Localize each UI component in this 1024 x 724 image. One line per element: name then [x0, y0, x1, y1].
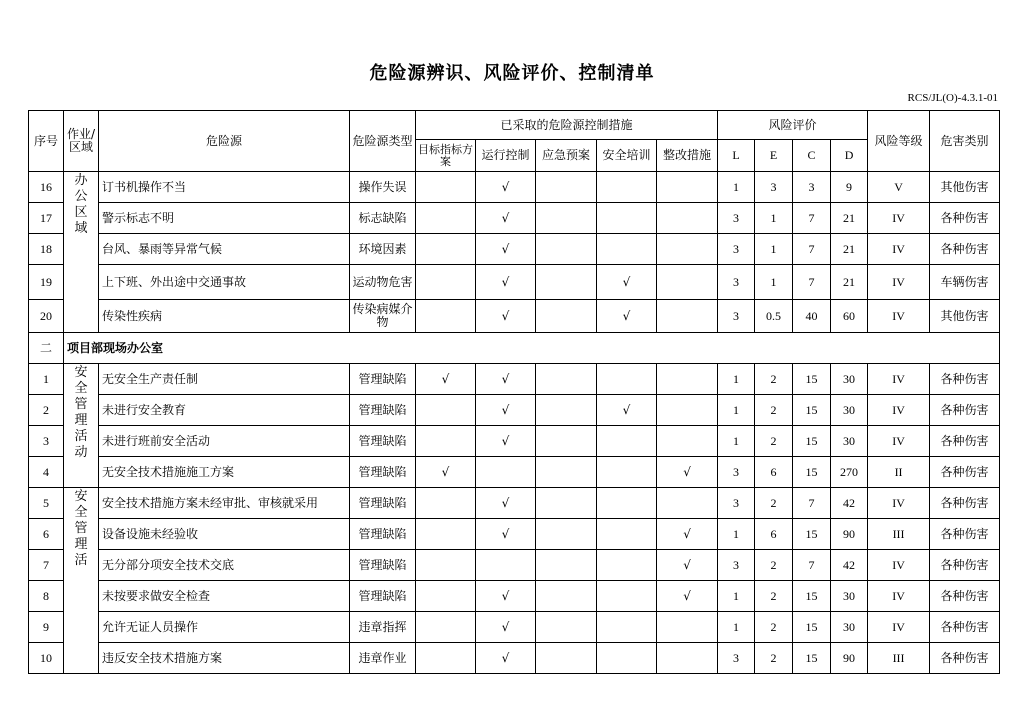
row-risk-level: IV — [868, 265, 930, 300]
row-l: 3 — [718, 234, 755, 265]
row-harm-category: 各种伤害 — [930, 550, 1000, 581]
row-seq: 20 — [29, 300, 64, 333]
row-l: 1 — [718, 426, 755, 457]
row-rectify: √ — [657, 457, 718, 488]
table-row — [29, 265, 1000, 300]
row-risk-level: IV — [868, 203, 930, 234]
table-row — [29, 643, 1000, 674]
row-rectify — [657, 488, 718, 519]
row-risk-level: IV — [868, 395, 930, 426]
area-label: 安全管理活 — [74, 489, 88, 568]
table-row — [29, 426, 1000, 457]
row-target-plan — [416, 612, 476, 643]
row-l: 3 — [718, 457, 755, 488]
row-emergency-plan — [536, 581, 597, 612]
row-hazard-type: 管理缺陷 — [350, 519, 416, 550]
row-rectify — [657, 234, 718, 265]
row-d: 30 — [831, 612, 868, 643]
row-e: 2 — [755, 550, 793, 581]
header-safety-training: 安全培训 — [597, 140, 657, 172]
header-hazard-type: 危险源类型 — [350, 111, 416, 172]
row-harm-category: 各种伤害 — [930, 519, 1000, 550]
row-target-plan — [416, 265, 476, 300]
row-l: 1 — [718, 581, 755, 612]
row-c: 15 — [793, 457, 831, 488]
row-hazard: 无安全技术措施施工方案 — [99, 457, 350, 488]
row-hazard: 安全技术措施方案未经审批、审核就采用 — [99, 488, 350, 519]
header-seq: 序号 — [29, 111, 64, 172]
row-l: 1 — [718, 612, 755, 643]
row-l: 1 — [718, 395, 755, 426]
row-seq: 9 — [29, 612, 64, 643]
row-harm-category: 各种伤害 — [930, 395, 1000, 426]
header-area: 作业/区域 — [64, 111, 99, 172]
row-e: 2 — [755, 488, 793, 519]
row-run-control — [476, 457, 536, 488]
row-safety-training — [597, 364, 657, 395]
row-risk-level: II — [868, 457, 930, 488]
row-safety-training — [597, 457, 657, 488]
row-emergency-plan — [536, 265, 597, 300]
row-c: 7 — [793, 203, 831, 234]
row-run-control: √ — [476, 364, 536, 395]
row-d: 9 — [831, 172, 868, 203]
row-emergency-plan — [536, 395, 597, 426]
row-safety-training — [597, 203, 657, 234]
row-seq: 10 — [29, 643, 64, 674]
row-e: 1 — [755, 203, 793, 234]
row-d: 90 — [831, 519, 868, 550]
row-risk-level: IV — [868, 488, 930, 519]
row-safety-training — [597, 581, 657, 612]
header-risk-eval: 风险评价 — [718, 111, 868, 140]
row-risk-level: IV — [868, 550, 930, 581]
row-hazard: 传染性疾病 — [99, 300, 350, 333]
row-risk-level: III — [868, 643, 930, 674]
row-run-control: √ — [476, 234, 536, 265]
row-seq: 7 — [29, 550, 64, 581]
header-harm-category: 危害类别 — [930, 111, 1000, 172]
row-safety-training — [597, 172, 657, 203]
row-hazard-type: 管理缺陷 — [350, 581, 416, 612]
row-harm-category: 各种伤害 — [930, 612, 1000, 643]
row-e: 2 — [755, 581, 793, 612]
row-hazard-type: 标志缺陷 — [350, 203, 416, 234]
row-hazard: 上下班、外出途中交通事故 — [99, 265, 350, 300]
row-target-plan — [416, 172, 476, 203]
row-run-control: √ — [476, 172, 536, 203]
row-risk-level: IV — [868, 426, 930, 457]
row-safety-training — [597, 519, 657, 550]
row-hazard-type: 管理缺陷 — [350, 426, 416, 457]
row-rectify — [657, 172, 718, 203]
row-hazard: 设备设施未经验收 — [99, 519, 350, 550]
row-safety-training: √ — [597, 300, 657, 333]
row-hazard-type: 管理缺陷 — [350, 457, 416, 488]
row-hazard-type: 违章指挥 — [350, 612, 416, 643]
header-d: D — [831, 140, 868, 172]
row-safety-training — [597, 612, 657, 643]
row-seq: 17 — [29, 203, 64, 234]
row-harm-category: 其他伤害 — [930, 172, 1000, 203]
row-d: 270 — [831, 457, 868, 488]
header-e: E — [755, 140, 793, 172]
row-rectify: √ — [657, 519, 718, 550]
row-emergency-plan — [536, 300, 597, 333]
row-target-plan — [416, 488, 476, 519]
row-l: 3 — [718, 203, 755, 234]
row-seq: 5 — [29, 488, 64, 519]
row-run-control: √ — [476, 300, 536, 333]
row-harm-category: 各种伤害 — [930, 581, 1000, 612]
row-emergency-plan — [536, 203, 597, 234]
row-hazard-type: 管理缺陷 — [350, 550, 416, 581]
row-emergency-plan — [536, 172, 597, 203]
row-hazard: 无安全生产责任制 — [99, 364, 350, 395]
section-row — [29, 333, 1000, 364]
header-l: L — [718, 140, 755, 172]
row-target-plan — [416, 300, 476, 333]
row-c: 15 — [793, 612, 831, 643]
row-safety-training — [597, 234, 657, 265]
row-target-plan — [416, 203, 476, 234]
header-c: C — [793, 140, 831, 172]
row-risk-level: IV — [868, 612, 930, 643]
row-emergency-plan — [536, 550, 597, 581]
table-row — [29, 519, 1000, 550]
hazard-table — [28, 110, 1000, 674]
row-c: 7 — [793, 265, 831, 300]
row-target-plan — [416, 426, 476, 457]
row-e: 2 — [755, 426, 793, 457]
table-row — [29, 581, 1000, 612]
row-e: 6 — [755, 519, 793, 550]
row-d: 30 — [831, 395, 868, 426]
row-d: 30 — [831, 364, 868, 395]
row-d: 21 — [831, 265, 868, 300]
row-harm-category: 各种伤害 — [930, 457, 1000, 488]
row-emergency-plan — [536, 457, 597, 488]
row-seq: 16 — [29, 172, 64, 203]
header-measures: 已采取的危险源控制措施 — [416, 111, 718, 140]
row-area — [64, 172, 99, 333]
row-seq: 3 — [29, 426, 64, 457]
row-hazard: 违反安全技术措施方案 — [99, 643, 350, 674]
row-rectify — [657, 203, 718, 234]
row-risk-level: V — [868, 172, 930, 203]
row-rectify: √ — [657, 581, 718, 612]
table-row — [29, 612, 1000, 643]
row-safety-training — [597, 643, 657, 674]
row-c: 3 — [793, 172, 831, 203]
row-safety-training: √ — [597, 265, 657, 300]
row-hazard-type: 传染病媒介物 — [350, 300, 416, 333]
table-row — [29, 457, 1000, 488]
row-hazard-type: 管理缺陷 — [350, 395, 416, 426]
header-risk-level: 风险等级 — [868, 111, 930, 172]
row-rectify — [657, 612, 718, 643]
row-run-control: √ — [476, 265, 536, 300]
row-risk-level: IV — [868, 234, 930, 265]
row-target-plan — [416, 581, 476, 612]
row-l: 1 — [718, 519, 755, 550]
row-emergency-plan — [536, 488, 597, 519]
row-rectify — [657, 364, 718, 395]
row-l: 1 — [718, 172, 755, 203]
row-target-plan: √ — [416, 364, 476, 395]
row-e: 6 — [755, 457, 793, 488]
row-hazard: 未进行安全教育 — [99, 395, 350, 426]
table-row — [29, 300, 1000, 333]
table-row — [29, 488, 1000, 519]
row-run-control: √ — [476, 426, 536, 457]
header-target-plan: 目标指标方案 — [416, 140, 476, 172]
row-emergency-plan — [536, 643, 597, 674]
row-hazard-type: 环境因素 — [350, 234, 416, 265]
area-label: 安全管理活动 — [74, 365, 88, 460]
row-l: 3 — [718, 300, 755, 333]
row-run-control: √ — [476, 488, 536, 519]
row-c: 15 — [793, 426, 831, 457]
row-harm-category: 各种伤害 — [930, 364, 1000, 395]
row-harm-category: 各种伤害 — [930, 488, 1000, 519]
row-area — [64, 488, 99, 674]
row-seq: 1 — [29, 364, 64, 395]
row-seq: 19 — [29, 265, 64, 300]
row-hazard-type: 违章作业 — [350, 643, 416, 674]
row-run-control: √ — [476, 612, 536, 643]
row-hazard: 无分部分项安全技术交底 — [99, 550, 350, 581]
row-harm-category: 各种伤害 — [930, 234, 1000, 265]
row-safety-training — [597, 550, 657, 581]
row-emergency-plan — [536, 426, 597, 457]
row-harm-category: 车辆伤害 — [930, 265, 1000, 300]
header-hazard: 危险源 — [99, 111, 350, 172]
row-seq: 18 — [29, 234, 64, 265]
row-d: 60 — [831, 300, 868, 333]
row-c: 15 — [793, 643, 831, 674]
row-target-plan — [416, 550, 476, 581]
row-rectify — [657, 643, 718, 674]
row-target-plan — [416, 234, 476, 265]
row-hazard: 未进行班前安全活动 — [99, 426, 350, 457]
row-risk-level: IV — [868, 300, 930, 333]
row-hazard-type: 运动物危害 — [350, 265, 416, 300]
row-e: 2 — [755, 643, 793, 674]
row-target-plan — [416, 395, 476, 426]
row-e: 1 — [755, 234, 793, 265]
row-emergency-plan — [536, 612, 597, 643]
row-c: 7 — [793, 488, 831, 519]
row-emergency-plan — [536, 519, 597, 550]
row-e: 1 — [755, 265, 793, 300]
row-c: 7 — [793, 550, 831, 581]
row-d: 42 — [831, 550, 868, 581]
section-number: 二 — [29, 333, 64, 364]
row-c: 15 — [793, 519, 831, 550]
row-l: 3 — [718, 643, 755, 674]
table-row — [29, 172, 1000, 203]
row-e: 2 — [755, 395, 793, 426]
area-label: 办公区域 — [74, 173, 88, 236]
row-c: 7 — [793, 234, 831, 265]
row-run-control: √ — [476, 395, 536, 426]
row-seq: 6 — [29, 519, 64, 550]
row-run-control — [476, 550, 536, 581]
row-d: 90 — [831, 643, 868, 674]
row-rectify: √ — [657, 550, 718, 581]
row-hazard: 未按要求做安全检查 — [99, 581, 350, 612]
section-title: 项目部现场办公室 — [64, 333, 1000, 364]
row-hazard-type: 管理缺陷 — [350, 488, 416, 519]
row-run-control: √ — [476, 519, 536, 550]
row-c: 15 — [793, 581, 831, 612]
row-harm-category: 各种伤害 — [930, 426, 1000, 457]
row-seq: 4 — [29, 457, 64, 488]
row-rectify — [657, 395, 718, 426]
row-c: 40 — [793, 300, 831, 333]
row-run-control: √ — [476, 581, 536, 612]
document-title: 危险源辨识、风险评价、控制清单 — [369, 63, 655, 84]
row-risk-level: III — [868, 519, 930, 550]
row-safety-training — [597, 426, 657, 457]
row-c: 15 — [793, 395, 831, 426]
row-hazard-type: 操作失误 — [350, 172, 416, 203]
row-l: 3 — [718, 488, 755, 519]
row-hazard: 订书机操作不当 — [99, 172, 350, 203]
row-hazard-type: 管理缺陷 — [350, 364, 416, 395]
document-number: RCS/JL(O)-4.3.1-01 — [907, 92, 998, 104]
row-risk-level: IV — [868, 581, 930, 612]
row-d: 21 — [831, 203, 868, 234]
row-l: 1 — [718, 364, 755, 395]
row-e: 3 — [755, 172, 793, 203]
row-run-control: √ — [476, 643, 536, 674]
table-row — [29, 364, 1000, 395]
row-safety-training: √ — [597, 395, 657, 426]
row-area — [64, 364, 99, 488]
row-e: 2 — [755, 364, 793, 395]
row-hazard: 允许无证人员操作 — [99, 612, 350, 643]
header-emergency-plan: 应急预案 — [536, 140, 597, 172]
row-emergency-plan — [536, 364, 597, 395]
table-row — [29, 234, 1000, 265]
row-target-plan: √ — [416, 457, 476, 488]
row-seq: 8 — [29, 581, 64, 612]
row-harm-category: 其他伤害 — [930, 300, 1000, 333]
header-run-control: 运行控制 — [476, 140, 536, 172]
row-d: 30 — [831, 426, 868, 457]
row-hazard: 警示标志不明 — [99, 203, 350, 234]
row-rectify — [657, 265, 718, 300]
table-row — [29, 395, 1000, 426]
row-target-plan — [416, 519, 476, 550]
row-harm-category: 各种伤害 — [930, 203, 1000, 234]
row-emergency-plan — [536, 234, 597, 265]
row-safety-training — [597, 488, 657, 519]
row-d: 21 — [831, 234, 868, 265]
row-e: 0.5 — [755, 300, 793, 333]
row-d: 42 — [831, 488, 868, 519]
row-harm-category: 各种伤害 — [930, 643, 1000, 674]
row-l: 3 — [718, 265, 755, 300]
row-e: 2 — [755, 612, 793, 643]
row-target-plan — [416, 643, 476, 674]
header-rectify: 整改措施 — [657, 140, 718, 172]
row-rectify — [657, 426, 718, 457]
row-l: 3 — [718, 550, 755, 581]
row-c: 15 — [793, 364, 831, 395]
row-risk-level: IV — [868, 364, 930, 395]
row-run-control: √ — [476, 203, 536, 234]
row-seq: 2 — [29, 395, 64, 426]
row-d: 30 — [831, 581, 868, 612]
row-hazard: 台风、暴雨等异常气候 — [99, 234, 350, 265]
row-rectify — [657, 300, 718, 333]
table-row — [29, 203, 1000, 234]
table-row — [29, 550, 1000, 581]
